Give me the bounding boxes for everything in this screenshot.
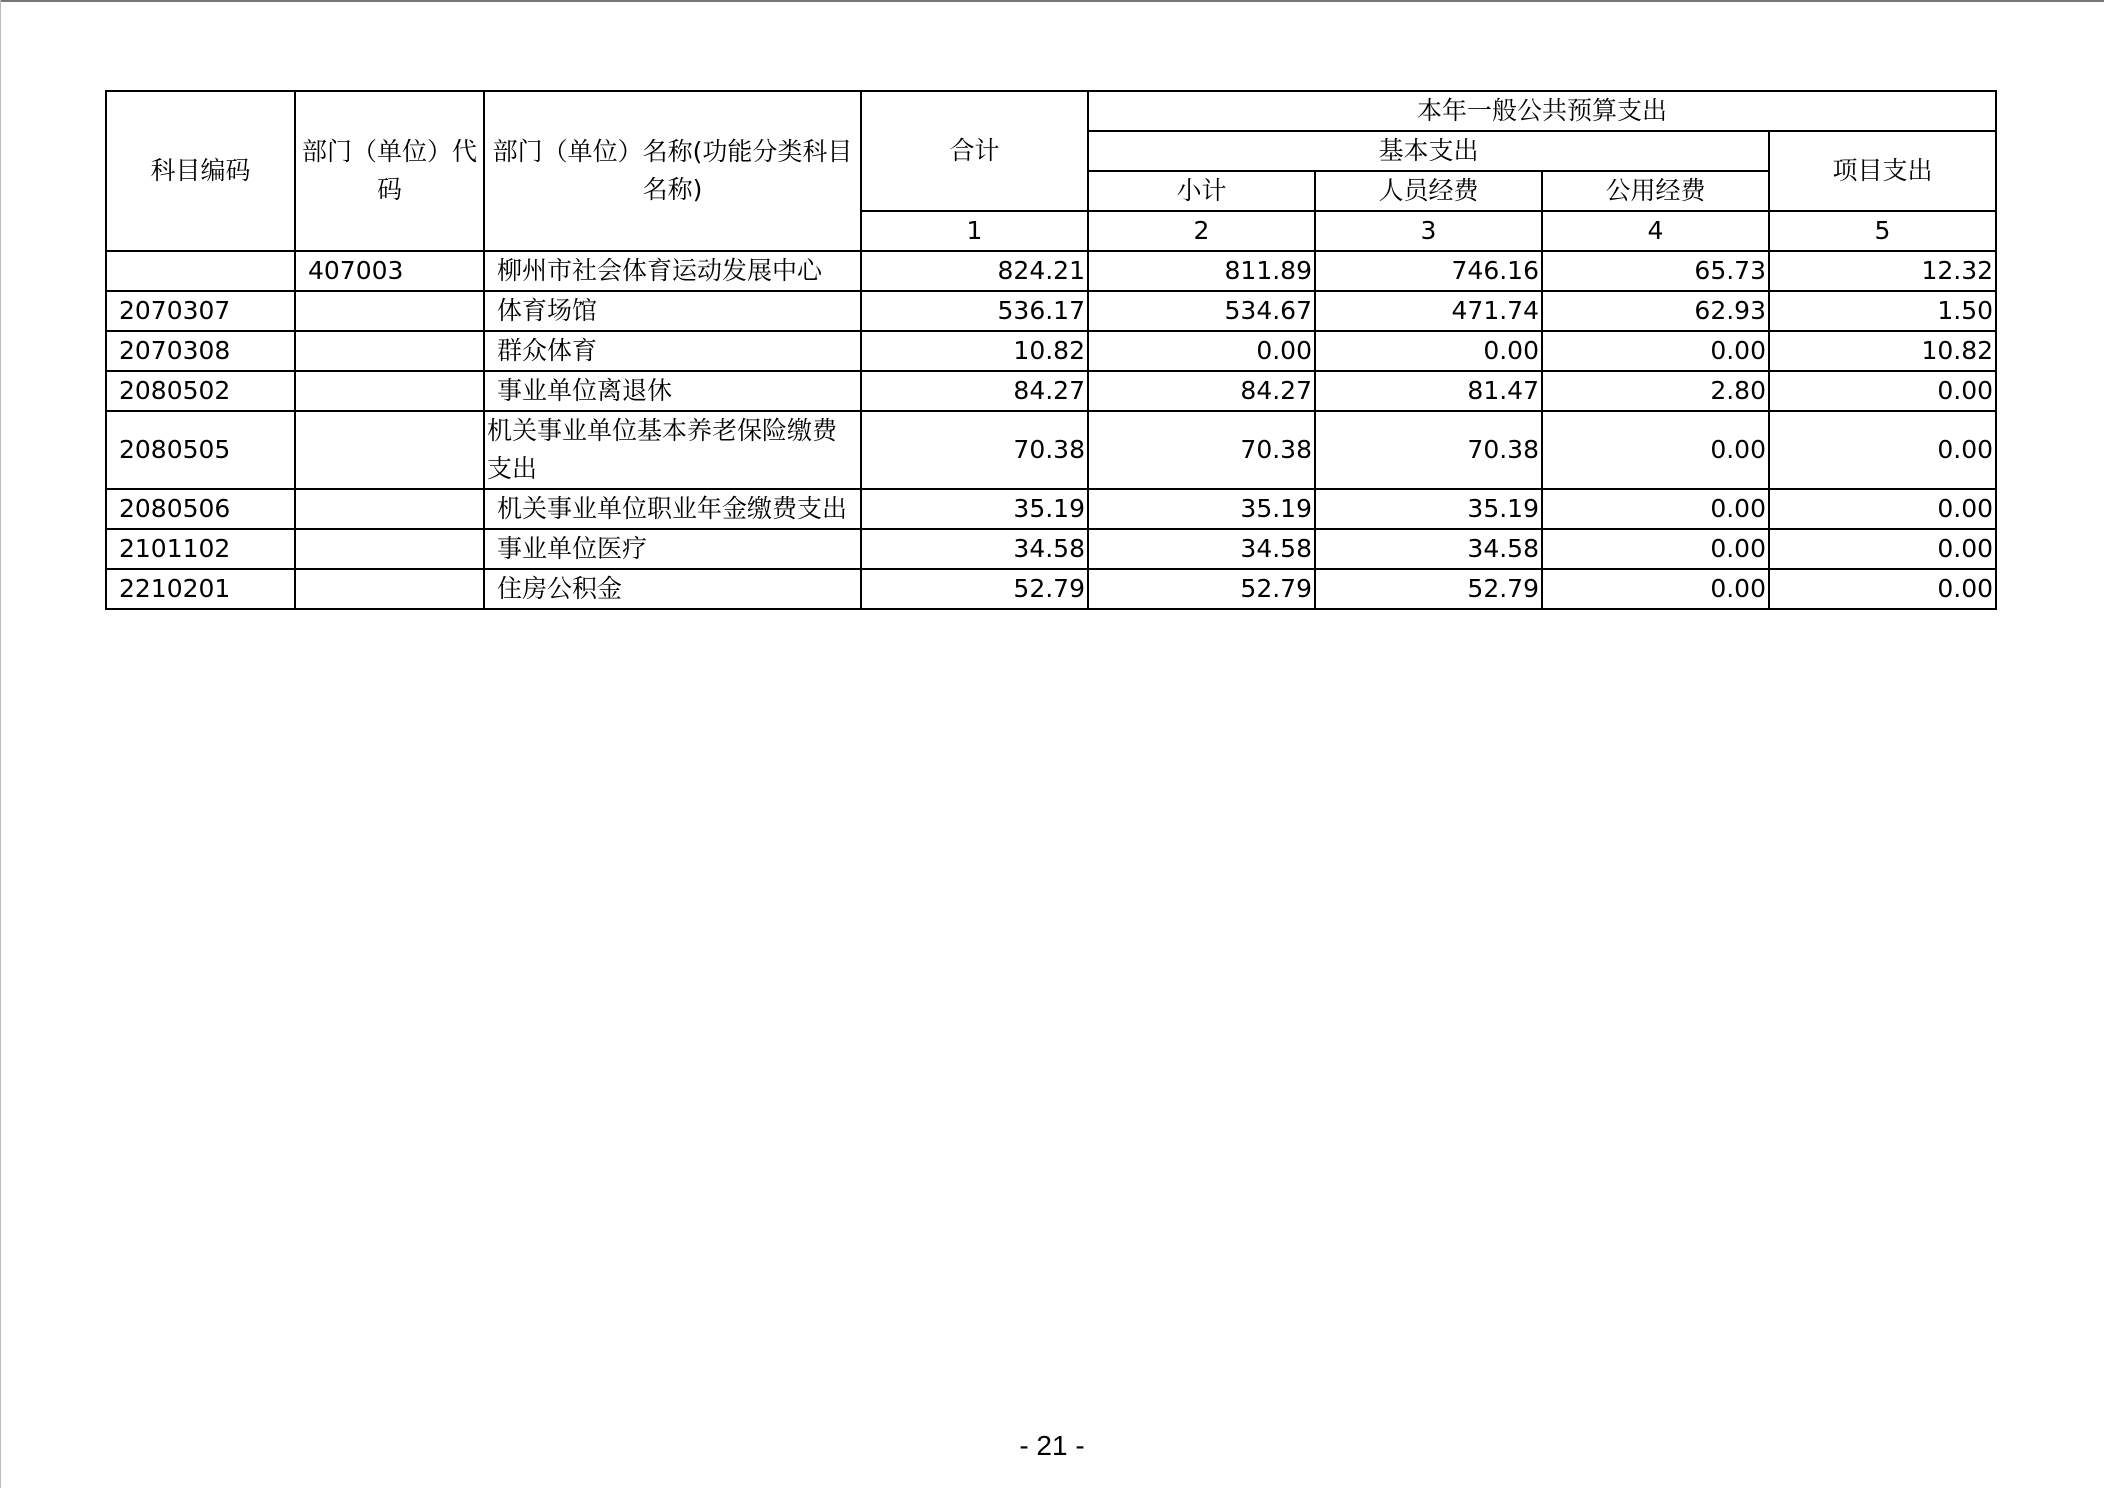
header-col-num: 2: [1088, 211, 1315, 251]
cell-public: 0.00: [1542, 569, 1769, 609]
cell-total: 34.58: [861, 529, 1088, 569]
cell-public: 0.00: [1542, 331, 1769, 371]
table-row: [106, 331, 1996, 371]
header-total: 合计: [861, 91, 1088, 211]
cell-subtotal: 70.38: [1088, 411, 1315, 489]
cell-project: 0.00: [1769, 489, 1996, 529]
cell-subtotal: 534.67: [1088, 291, 1315, 331]
page-number: - 21 -: [1019, 1430, 1085, 1461]
cell-project: 12.32: [1769, 251, 1996, 291]
cell-name: 事业单位医疗: [484, 529, 861, 569]
cell-personnel: 81.47: [1315, 371, 1542, 411]
cell-code: 2080505: [106, 411, 295, 489]
header-personnel: 人员经费: [1315, 171, 1542, 211]
cell-subtotal: 52.79: [1088, 569, 1315, 609]
table-row: [106, 291, 1996, 331]
header-subtotal: 小计: [1088, 171, 1315, 211]
cell-total: 536.17: [861, 291, 1088, 331]
header-basic-group: 基本支出: [1088, 131, 1769, 171]
table-row: [106, 411, 1996, 489]
cell-name: 机关事业单位基本养老保险缴费支出: [484, 411, 861, 489]
cell-code: 2070308: [106, 331, 295, 371]
cell-total: 70.38: [861, 411, 1088, 489]
cell-personnel: 746.16: [1315, 251, 1542, 291]
cell-public: 0.00: [1542, 411, 1769, 489]
header-col-num: 5: [1769, 211, 1996, 251]
cell-dept: [295, 291, 484, 331]
cell-public: 2.80: [1542, 371, 1769, 411]
cell-name: 柳州市社会体育运动发展中心: [484, 251, 861, 291]
cell-project: 0.00: [1769, 371, 1996, 411]
cell-personnel: 0.00: [1315, 331, 1542, 371]
cell-code: 2101102: [106, 529, 295, 569]
cell-total: 824.21: [861, 251, 1088, 291]
budget-expenditure-table: [105, 90, 1997, 610]
cell-personnel: 52.79: [1315, 569, 1542, 609]
cell-project: 0.00: [1769, 411, 1996, 489]
cell-name: 机关事业单位职业年金缴费支出: [484, 489, 861, 529]
cell-project: 0.00: [1769, 569, 1996, 609]
table-row: [106, 529, 1996, 569]
cell-public: 0.00: [1542, 529, 1769, 569]
cell-dept: [295, 569, 484, 609]
cell-code: [106, 251, 295, 291]
cell-total: 35.19: [861, 489, 1088, 529]
header-col-num: 3: [1315, 211, 1542, 251]
cell-public: 0.00: [1542, 489, 1769, 529]
cell-name: 体育场馆: [484, 291, 861, 331]
cell-code: 2070307: [106, 291, 295, 331]
cell-project: 0.00: [1769, 529, 1996, 569]
cell-total: 84.27: [861, 371, 1088, 411]
cell-personnel: 35.19: [1315, 489, 1542, 529]
top-border-line: [0, 0, 2104, 2]
header-dept-code: 部门（单位）代码: [295, 91, 484, 251]
header-subject-code: 科目编码: [106, 91, 295, 251]
cell-code: 2210201: [106, 569, 295, 609]
cell-subtotal: 811.89: [1088, 251, 1315, 291]
table-row: [106, 371, 1996, 411]
cell-personnel: 70.38: [1315, 411, 1542, 489]
cell-public: 65.73: [1542, 251, 1769, 291]
cell-name: 事业单位离退休: [484, 371, 861, 411]
cell-personnel: 34.58: [1315, 529, 1542, 569]
header-project: 项目支出: [1769, 131, 1996, 211]
cell-personnel: 471.74: [1315, 291, 1542, 331]
left-border-line: [0, 0, 1, 1488]
header-budget-group: 本年一般公共预算支出: [1088, 91, 1996, 131]
cell-dept: [295, 489, 484, 529]
cell-project: 1.50: [1769, 291, 1996, 331]
cell-dept: 407003: [295, 251, 484, 291]
cell-subtotal: 35.19: [1088, 489, 1315, 529]
cell-public: 62.93: [1542, 291, 1769, 331]
header-col-num: 4: [1542, 211, 1769, 251]
header-public: 公用经费: [1542, 171, 1769, 211]
cell-dept: [295, 529, 484, 569]
cell-dept: [295, 411, 484, 489]
cell-name: 群众体育: [484, 331, 861, 371]
cell-subtotal: 34.58: [1088, 529, 1315, 569]
cell-subtotal: 84.27: [1088, 371, 1315, 411]
header-col-num: 1: [861, 211, 1088, 251]
cell-total: 52.79: [861, 569, 1088, 609]
cell-name: 住房公积金: [484, 569, 861, 609]
table-row: [106, 569, 1996, 609]
header-dept-name: 部门（单位）名称(功能分类科目名称): [484, 91, 861, 251]
cell-total: 10.82: [861, 331, 1088, 371]
table-row: [106, 489, 1996, 529]
cell-dept: [295, 331, 484, 371]
cell-code: 2080506: [106, 489, 295, 529]
cell-code: 2080502: [106, 371, 295, 411]
cell-subtotal: 0.00: [1088, 331, 1315, 371]
cell-dept: [295, 371, 484, 411]
cell-project: 10.82: [1769, 331, 1996, 371]
table-row: [106, 251, 1996, 291]
